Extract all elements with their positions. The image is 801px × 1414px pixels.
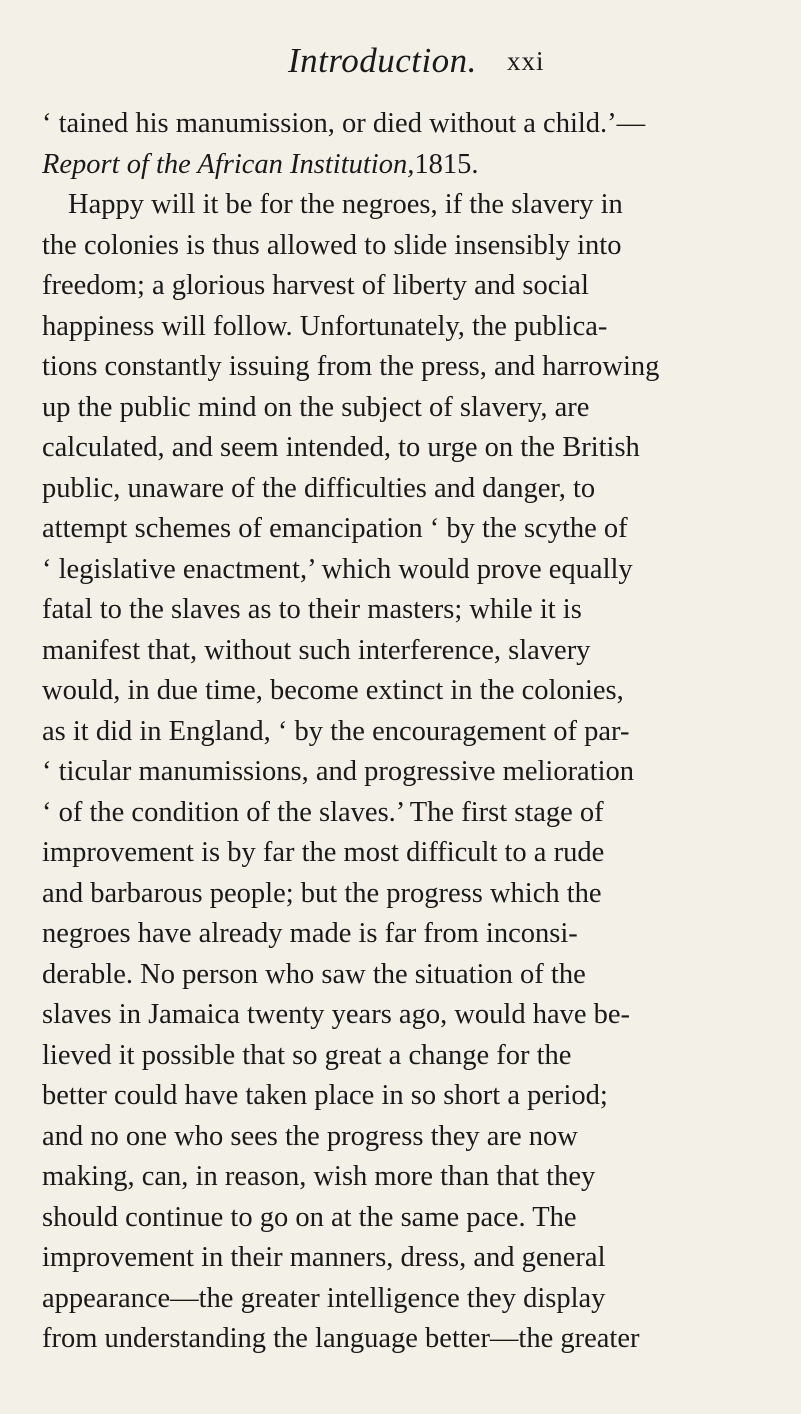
line-text: calculated, and seem intended, to urge on the British <box>42 432 640 463</box>
line-text: Happy will it be for the negroes, if the slavery in <box>68 189 623 220</box>
line-text: attempt schemes of emancipation ‘ by the scythe of <box>42 513 628 544</box>
line-text: improvement is by far the most difficult to a rude <box>42 837 605 868</box>
text-line <box>42 428 800 469</box>
line-text: derable. No person who saw the situation of the <box>42 958 586 990</box>
text-line <box>42 509 800 550</box>
text-line <box>42 145 800 186</box>
line-text: from understanding the language better—the greater <box>42 1323 640 1354</box>
text-line <box>42 995 800 1036</box>
text-line <box>42 631 800 672</box>
line-text: happiness will follow. Unfortunately, the publica- <box>42 310 608 342</box>
line-text: should continue to go on at the same pace. The <box>42 1201 577 1233</box>
text-line <box>42 266 800 307</box>
text-line <box>42 955 800 996</box>
line-text: making, can, in reason, wish more than that they <box>42 1161 596 1192</box>
text-line <box>42 1198 800 1239</box>
text-line <box>42 104 800 145</box>
line-text: freedom; a glorious harvest of liberty and social <box>42 270 589 301</box>
line-text: ‘ ticular manumissions, and progressive melioration <box>42 756 635 787</box>
text-line <box>42 1238 800 1279</box>
line-text: public, unaware of the difficulties and danger, to <box>42 472 596 504</box>
line-text: would, in due time, become extinct in the colonies, <box>42 675 624 706</box>
line-text: improvement in their manners, dress, and general <box>42 1242 606 1273</box>
text-line <box>42 1319 800 1360</box>
text-line <box>42 752 800 793</box>
text-line <box>42 671 800 712</box>
line-text: 1815. <box>414 148 479 180</box>
text-line <box>42 914 800 955</box>
line-text: fatal to the slaves as to their masters; while it is <box>42 594 582 625</box>
line-text: ‘ legislative enactment,’ which would prove equally <box>42 553 633 585</box>
page-number: xxi <box>507 46 545 76</box>
text-line <box>42 1279 800 1320</box>
line-text: as it did in England, ‘ by the encouragement of par- <box>42 715 630 747</box>
text-line <box>42 590 800 631</box>
text-line <box>42 347 800 388</box>
line-text: and barbarous people; but the progress which the <box>42 877 602 909</box>
text-line <box>42 226 800 267</box>
line-text: better could have taken place in so short a period; <box>42 1080 608 1111</box>
text-line <box>42 185 800 226</box>
italic-text: Report of the African Institution, <box>42 148 415 180</box>
text-line <box>42 388 800 429</box>
text-line <box>42 833 800 874</box>
text-line <box>42 1036 800 1077</box>
line-text: appearance—the greater intelligence they display <box>42 1282 606 1314</box>
line-text: negroes have already made is far from inconsi- <box>42 918 578 949</box>
running-head <box>0 36 801 86</box>
text-line <box>42 1076 800 1117</box>
text-line <box>42 307 800 348</box>
text-line <box>42 469 800 510</box>
line-text: tions constantly issuing from the press, and harrowing <box>42 351 660 382</box>
line-text: slaves in Jamaica twenty years ago, would have be- <box>42 999 631 1030</box>
body-text <box>42 104 800 1360</box>
text-line <box>42 793 800 834</box>
text-line <box>42 1117 800 1158</box>
line-text: ‘ tained his manumission, or died without a child.’— <box>42 108 646 139</box>
text-line <box>42 874 800 915</box>
text-line <box>42 712 800 753</box>
line-text: manifest that, without such interference, slavery <box>42 634 591 666</box>
line-text: ‘ of the condition of the slaves.’ The first stage of <box>42 796 604 828</box>
line-text: up the public mind on the subject of slavery, are <box>42 391 590 423</box>
running-title: Introduction. <box>288 41 477 80</box>
line-text: and no one who sees the progress they are now <box>42 1120 578 1152</box>
text-line <box>42 550 800 591</box>
line-text: the colonies is thus allowed to slide insensibly into <box>42 229 622 261</box>
text-line <box>42 1157 800 1198</box>
line-text: lieved it possible that so great a change for the <box>42 1039 572 1071</box>
